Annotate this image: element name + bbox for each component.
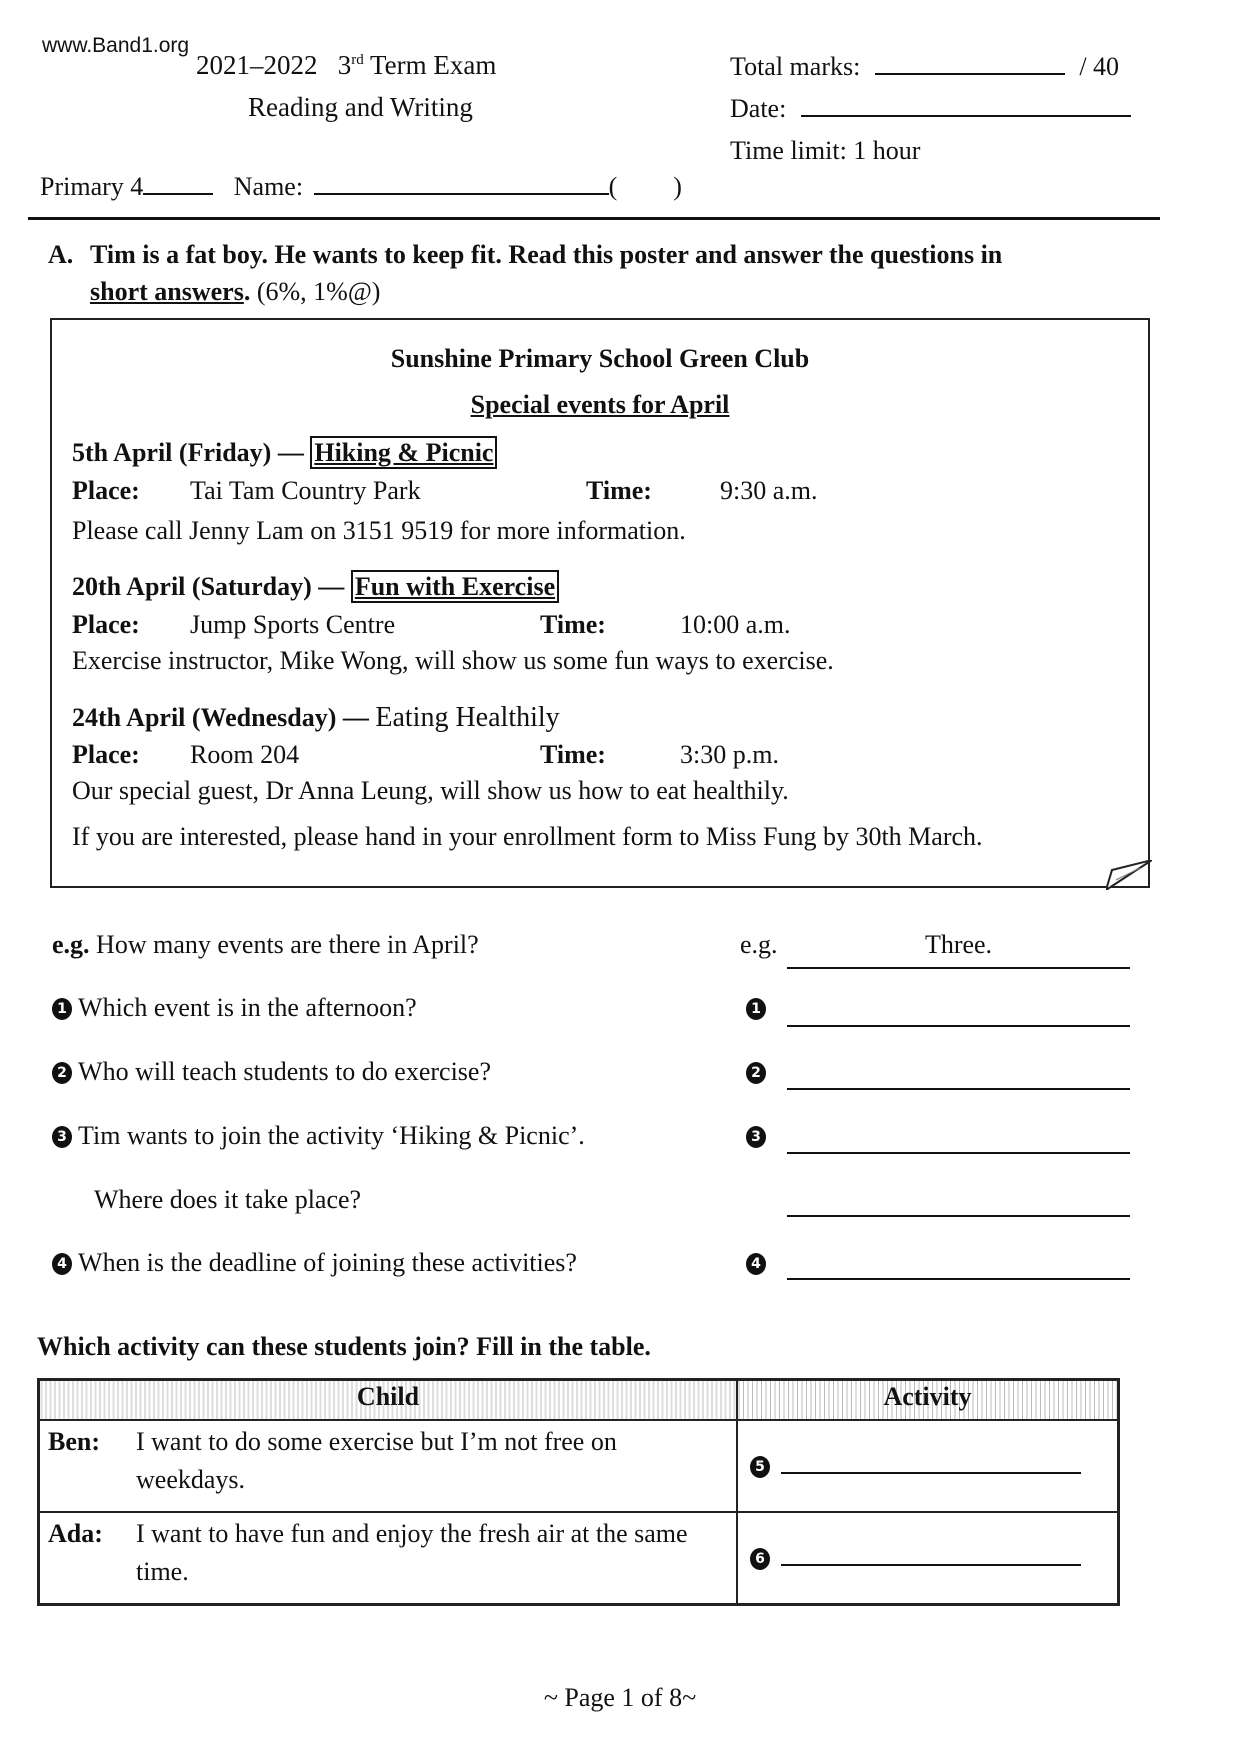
question-2 xyxy=(52,1057,491,1087)
number-6-icon: 6 xyxy=(750,1548,770,1570)
answer-1-field[interactable] xyxy=(787,1025,1130,1027)
poster-title: Sunshine Primary School Green Club xyxy=(390,344,810,373)
example-question xyxy=(52,930,479,960)
answer-6-field[interactable] xyxy=(781,1563,1081,1566)
question-3 xyxy=(52,1121,585,1151)
exam-subject: Reading and Writing xyxy=(248,92,473,122)
event-time: 9:30 a.m. xyxy=(720,476,818,505)
exam-year: 2021–2022 xyxy=(196,50,318,80)
number-3-icon: 3 xyxy=(52,1126,72,1148)
table-header-row xyxy=(39,1380,1119,1421)
event-place: Tai Tam Country Park xyxy=(190,476,421,505)
exam-title xyxy=(196,50,496,81)
watermark: www.Band1.org xyxy=(42,34,190,57)
example-answer: Three. xyxy=(924,930,993,959)
section-a-instruction xyxy=(48,236,1158,310)
event-name: Eating Healthily xyxy=(375,702,560,733)
total-marks-field[interactable] xyxy=(875,72,1065,75)
activity-table xyxy=(37,1378,1120,1606)
date-row xyxy=(730,94,1131,124)
activity-cell xyxy=(737,1512,1119,1604)
date-label: Date: xyxy=(730,94,787,123)
total-marks-row xyxy=(730,52,1119,82)
time-label: Time: xyxy=(540,740,606,769)
event-date: 24th April (Wednesday) — xyxy=(72,703,376,732)
place-label: Place: xyxy=(72,610,140,639)
time-label: Time: xyxy=(586,476,652,505)
example-marker: e.g. xyxy=(52,930,90,959)
number-3-icon: 3 xyxy=(746,1126,766,1148)
section-marks: (6%, 1%@) xyxy=(256,277,381,306)
answer-3-field[interactable] xyxy=(787,1152,1130,1154)
event-2-heading xyxy=(72,572,559,602)
header-child: Child xyxy=(39,1380,738,1421)
child-cell xyxy=(39,1512,738,1604)
event-name: Hiking & Picnic xyxy=(310,436,497,469)
event-date: 20th April (Saturday) — xyxy=(72,572,351,601)
class-number-close: ) xyxy=(673,172,682,201)
event-time: 10:00 a.m. xyxy=(680,610,791,639)
child-name: Ben: xyxy=(48,1427,100,1456)
question-text: Tim wants to join the activity ‘Hiking & Picnic’. xyxy=(78,1121,585,1150)
child-name: Ada: xyxy=(48,1519,103,1548)
event-name: Fun with Exercise xyxy=(351,570,559,603)
number-2-icon: 2 xyxy=(746,1062,766,1084)
event-1-heading xyxy=(72,438,497,468)
answer-4-field[interactable] xyxy=(787,1278,1130,1280)
answer-3-field-2[interactable] xyxy=(787,1215,1130,1217)
term-number: 3 xyxy=(337,50,352,80)
event-date: 5th April (Friday) — xyxy=(72,438,311,467)
table-row xyxy=(39,1512,1119,1604)
event-2-note: Exercise instructor, Mike Wong, will show us some fun ways to exercise. xyxy=(72,646,834,675)
number-5-icon: 5 xyxy=(750,1456,770,1478)
event-place: Room 204 xyxy=(190,740,300,769)
student-info-row xyxy=(40,172,682,202)
instruction-text: Tim is a fat boy. He wants to keep fit. Read this poster and answer the questions in xyxy=(90,240,1003,269)
poster-subtitle: Special events for April xyxy=(470,390,730,419)
answer-1-marker xyxy=(746,993,766,1023)
event-3-note: Our special guest, Dr Anna Leung, will show us how to eat healthily. xyxy=(72,776,789,805)
name-field[interactable] xyxy=(314,192,609,195)
question-text: Which event is in the afternoon? xyxy=(78,993,417,1022)
child-cell xyxy=(39,1420,738,1512)
example-answer-marker: e.g. xyxy=(740,930,778,959)
event-poster xyxy=(50,318,1150,888)
activity-cell xyxy=(737,1420,1119,1512)
event-1-note: Please call Jenny Lam on 3151 9519 for more information. xyxy=(72,516,686,545)
section-letter: A. xyxy=(48,240,74,269)
place-label: Place: xyxy=(72,740,140,769)
question-text: When is the deadline of joining these activities? xyxy=(78,1248,577,1277)
name-label: Name: xyxy=(233,172,304,201)
number-1-icon: 1 xyxy=(746,998,766,1020)
question-text: How many events are there in April? xyxy=(96,930,479,959)
event-1-details xyxy=(72,476,818,506)
answer-5-field[interactable] xyxy=(781,1471,1081,1474)
answer-2-marker xyxy=(746,1057,766,1087)
time-label: Time: xyxy=(540,610,606,639)
answer-4-marker xyxy=(746,1248,766,1278)
question-3-part-2: Where does it take place? xyxy=(94,1185,362,1214)
total-marks-max: / 40 xyxy=(1079,52,1120,81)
total-marks-label: Total marks: xyxy=(730,52,861,81)
event-3-heading xyxy=(72,702,560,734)
child-statement: I want to have fun and enjoy the fresh air at the same time. xyxy=(136,1519,688,1586)
number-4-icon: 4 xyxy=(52,1253,72,1275)
date-field[interactable] xyxy=(801,114,1131,117)
answer-3-marker xyxy=(746,1121,766,1151)
page-curl-icon xyxy=(1106,860,1152,890)
question-4 xyxy=(52,1248,577,1278)
table-instruction: Which activity can these students join? Fill in the table. xyxy=(37,1332,651,1361)
question-1 xyxy=(52,993,417,1023)
number-1-icon: 1 xyxy=(52,998,72,1020)
place-label: Place: xyxy=(72,476,140,505)
event-2-details xyxy=(72,610,791,640)
event-place: Jump Sports Centre xyxy=(190,610,396,639)
class-number-open: ( xyxy=(608,172,618,201)
number-2-icon: 2 xyxy=(52,1062,72,1084)
example-answer-line xyxy=(787,967,1130,969)
answer-2-field[interactable] xyxy=(787,1088,1130,1090)
table-row xyxy=(39,1420,1119,1512)
class-field[interactable] xyxy=(143,192,213,195)
event-time: 3:30 p.m. xyxy=(680,740,779,769)
poster-footer: If you are interested, please hand in your enrollment form to Miss Fung by 30th March. xyxy=(72,822,983,851)
instruction-punct: . xyxy=(243,277,257,306)
child-statement: I want to do some exercise but I’m not free on weekdays. xyxy=(136,1427,617,1494)
header-divider xyxy=(28,217,1160,220)
class-label: Primary 4 xyxy=(40,172,144,201)
term-label: Term Exam xyxy=(363,50,497,80)
term-suffix: rd xyxy=(351,52,364,68)
event-3-details xyxy=(72,740,779,770)
instruction-underlined: short answers xyxy=(90,277,244,306)
question-text: Who will teach students to do exercise? xyxy=(78,1057,492,1086)
page-number: ~ Page 1 of 8~ xyxy=(543,1683,697,1712)
time-limit: Time limit: 1 hour xyxy=(730,136,921,165)
header-activity: Activity xyxy=(737,1380,1119,1421)
number-4-icon: 4 xyxy=(746,1253,766,1275)
